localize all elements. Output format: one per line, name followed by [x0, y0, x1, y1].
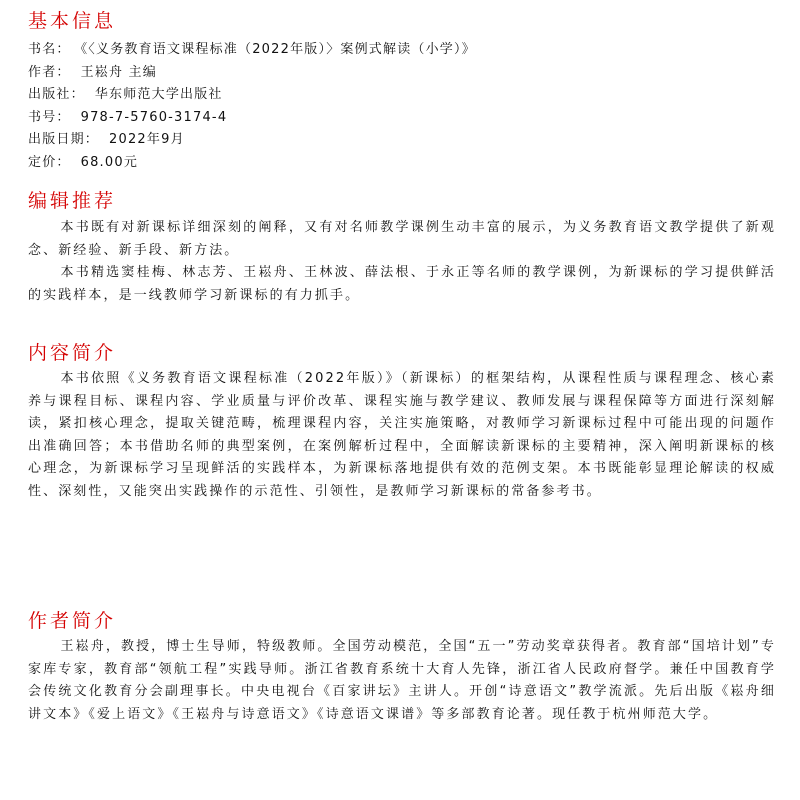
field-value: 王崧舟 主编: [80, 64, 157, 80]
field-label: 定价：: [28, 154, 71, 170]
field-value: 《〈义务教育语文课程标准（2022年版）〉案例式解读（小学）》: [80, 42, 476, 57]
author-intro-section: [28, 608, 776, 726]
field-value: 68.00元: [80, 154, 139, 170]
field-label: 作者：: [28, 64, 71, 80]
field-value: 978-7-5760-3174-4: [80, 109, 228, 125]
basic-info-heading: 基本信息: [28, 10, 117, 32]
field-author: [28, 62, 776, 85]
basic-info-section: [28, 8, 776, 174]
editor-recommend-section: [28, 188, 776, 307]
field-label: 出版日期：: [28, 132, 100, 147]
editor-recommend-heading: 编辑推荐: [28, 190, 117, 212]
content-intro-section: [28, 340, 776, 504]
content-intro-paragraph: 本书依照《义务教育语文课程标准（2022年版）》（新课标）的框架结构，从课程性质与课程理念、核心素养与课程目标、课程内容、学业质量与评价改革、课程实施与教学建议、教师发展与课程保障等方面进行深刻解读，紧扣核心理念，提取关键范畴，梳理课程内容，关注实施策略，对教师学习新课标过程中可能出现的问题作出准确回答；本书借助名师的典型案例，在案例解析过程中，全面解读新课标的主要精神，深入阐明新课标的核心理念，为新课标学习呈现鲜活的实践样本，为新课标落地提供有效的范例支架。本书既能彰显理论解读的权威性、深刻性，又能突出实践操作的示范性、引领性，是教师学习新课标的常备参考书。: [28, 371, 776, 499]
author-intro-heading: 作者简介: [28, 610, 117, 632]
author-intro-paragraph: 王崧舟，教授，博士生导师，特级教师。全国劳动模范，全国“五一”劳动奖章获得者。教育部“国培计划”专家库专家，教育部“领航工程”实践导师。浙江省教育系统十大育人先锋，浙江省人民政府督学。兼任中国教育学会传统文化教育分会副理事长。中央电视台《百家讲坛》主讲人。开创“诗意语文”教学流派。先后出版《崧舟细讲文本》《爱上语文》《王崧舟与诗意语文》《诗意语文课谱》等多部教育论著。现任教于杭州师范大学。: [28, 639, 776, 722]
field-publisher: [28, 84, 776, 107]
editor-recommend-paragraph: 本书既有对新课标详细深刻的阐释，又有对名师教学课例生动丰富的展示，为义务教育语文教学提供了新观念、新经验、新手段、新方法。: [28, 220, 776, 258]
field-isbn: [28, 107, 776, 130]
field-value: 华东师范大学出版社: [94, 87, 223, 102]
field-label: 出版社：: [28, 87, 85, 102]
field-label: 书名：: [28, 42, 71, 57]
field-title: [28, 39, 776, 62]
content-intro-heading: 内容简介: [28, 342, 117, 364]
field-label: 书号：: [28, 109, 71, 125]
editor-recommend-paragraph: 本书精选窦桂梅、林志芳、王崧舟、王林波、薛法根、于永正等名师的教学课例，为新课标的学习提供鲜活的实践样本，是一线教师学习新课标的有力抓手。: [28, 265, 776, 303]
field-pub-date: [28, 129, 776, 152]
field-price: [28, 152, 776, 175]
field-value: 2022年9月: [109, 132, 185, 147]
